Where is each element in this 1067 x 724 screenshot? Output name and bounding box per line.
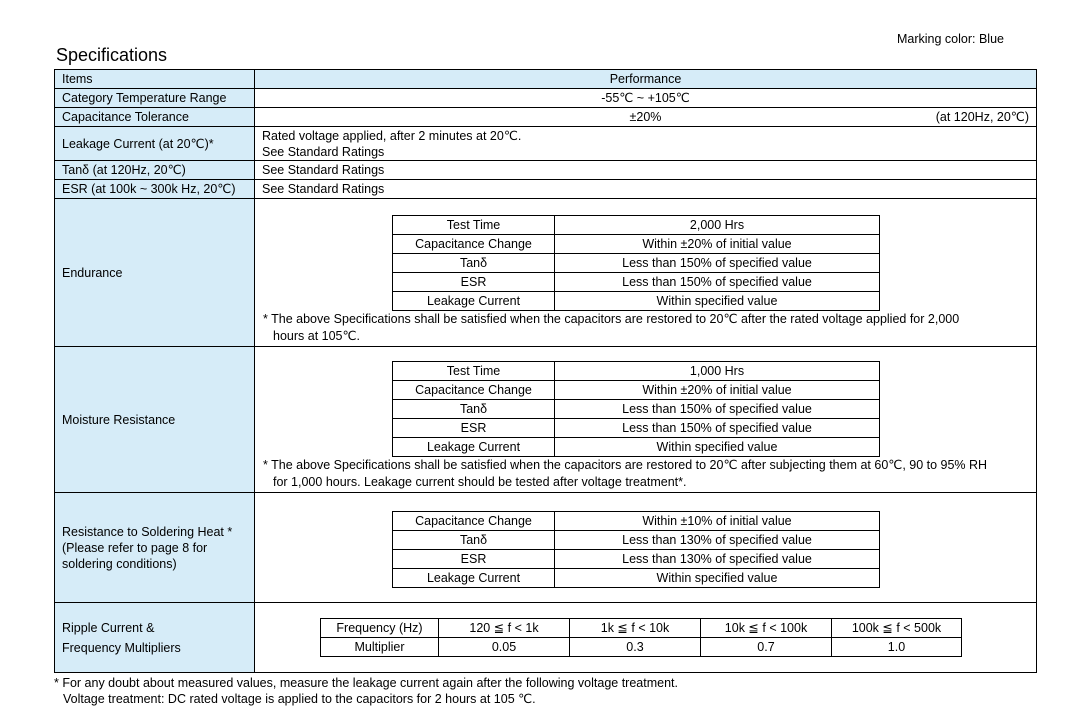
endurance-label: Endurance: [55, 199, 255, 347]
ripple-label-line2: Frequency Multipliers: [62, 640, 181, 655]
endurance-note-line2: hours at 105℃.: [273, 328, 361, 343]
ripple-multiplier-row: [321, 638, 962, 657]
frequency-range: 1k ≦ f < 10k: [570, 619, 701, 638]
soldering-row: Tanδ Less than 130% of specified value: [393, 531, 880, 550]
leakage-current-line1: Rated voltage applied, after 2 minutes at 20℃.: [262, 128, 522, 143]
row-leakage-current: [55, 127, 1037, 161]
row-ripple-current: [55, 603, 1037, 673]
soldering-table: [392, 511, 880, 588]
multiplier-value: 0.7: [701, 638, 832, 657]
endurance-row: Leakage Current Within specified value: [393, 291, 880, 310]
soldering-heat-label-line2: (Please refer to page 8 for: [62, 540, 208, 555]
frequency-range: 10k ≦ f < 100k: [701, 619, 832, 638]
moisture-note-line2: for 1,000 hours. Leakage current should be tested after voltage treatment*.: [273, 475, 687, 489]
temperature-value: -55℃ ~ +105℃: [255, 89, 1037, 108]
multiplier-value: 0.3: [570, 638, 701, 657]
ripple-label-line1: Ripple Current &: [62, 620, 155, 635]
row-moisture-resistance: [55, 347, 1037, 493]
capacitance-tolerance-condition: (at 120Hz, 20℃): [935, 110, 1029, 124]
footnote: [54, 675, 678, 707]
leakage-current-line2: See Standard Ratings: [262, 144, 385, 159]
moisture-row: ESR Less than 150% of specified value: [393, 419, 880, 438]
ripple-table: [320, 618, 962, 657]
row-tan-delta: [55, 161, 1037, 180]
multiplier-value: 0.05: [439, 638, 570, 657]
moisture-note-line1: * The above Specifications shall be satisfied when the capacitors are restored to 20℃ after subjecting them at 60℃, 90 to 95% RH: [263, 458, 988, 472]
moisture-row: Test Time 1,000 Hrs: [393, 362, 880, 381]
row-capacitance-tolerance: [55, 108, 1037, 127]
moisture-resistance-label: Moisture Resistance: [55, 347, 255, 493]
page-title: Specifications: [56, 45, 168, 65]
frequency-header: Frequency (Hz): [321, 619, 439, 638]
multiplier-value: 1.0: [832, 638, 962, 657]
moisture-row: Capacitance Change Within ±20% of initial value: [393, 381, 880, 400]
header-items: Items: [55, 70, 255, 89]
moisture-row: Tanδ Less than 150% of specified value: [393, 400, 880, 419]
marking-color-note: Marking color: Blue: [897, 32, 1004, 46]
row-endurance: [55, 199, 1037, 347]
esr-label: ESR (at 100k ~ 300k Hz, 20℃): [55, 180, 255, 199]
footnote-line1: * For any doubt about measured values, measure the leakage current again after the following voltage treatment.: [54, 676, 678, 690]
endurance-row: Capacitance Change Within ±20% of initial value: [393, 234, 880, 253]
endurance-row: ESR Less than 150% of specified value: [393, 272, 880, 291]
temperature-label: Category Temperature Range: [55, 89, 255, 108]
endurance-table: [392, 215, 880, 311]
specifications-table: [54, 69, 1037, 673]
frequency-range: 100k ≦ f < 500k: [832, 619, 962, 638]
header-performance: Performance: [255, 70, 1037, 89]
table-header-row: [55, 70, 1037, 89]
row-soldering-heat: [55, 493, 1037, 603]
tan-delta-label: Tanδ (at 120Hz, 20℃): [55, 161, 255, 180]
soldering-row: ESR Less than 130% of specified value: [393, 550, 880, 569]
tan-delta-value: See Standard Ratings: [255, 161, 1037, 180]
leakage-current-label: Leakage Current (at 20℃)*: [55, 127, 255, 161]
esr-value: See Standard Ratings: [255, 180, 1037, 199]
footnote-line2: Voltage treatment: DC rated voltage is applied to the capacitors for 2 hours at 105 ℃.: [63, 692, 536, 706]
ripple-frequency-row: [321, 619, 962, 638]
frequency-range: 120 ≦ f < 1k: [439, 619, 570, 638]
capacitance-tolerance-value: ±20%: [629, 110, 662, 124]
endurance-row: Test Time 2,000 Hrs: [393, 215, 880, 234]
soldering-heat-label-line3: soldering conditions): [62, 556, 177, 571]
moisture-row: Leakage Current Within specified value: [393, 438, 880, 457]
capacitance-tolerance-label: Capacitance Tolerance: [55, 108, 255, 127]
endurance-row: Tanδ Less than 150% of specified value: [393, 253, 880, 272]
row-esr: [55, 180, 1037, 199]
soldering-heat-label-line1: Resistance to Soldering Heat *: [62, 524, 233, 539]
endurance-note-line1: * The above Specifications shall be satisfied when the capacitors are restored to 20℃ after the rated voltage applied for 2,000: [263, 311, 960, 326]
moisture-table: [392, 361, 880, 457]
row-temperature: [55, 89, 1037, 108]
multiplier-header: Multiplier: [321, 638, 439, 657]
soldering-row: Leakage Current Within specified value: [393, 569, 880, 588]
soldering-row: Capacitance Change Within ±10% of initial value: [393, 512, 880, 531]
